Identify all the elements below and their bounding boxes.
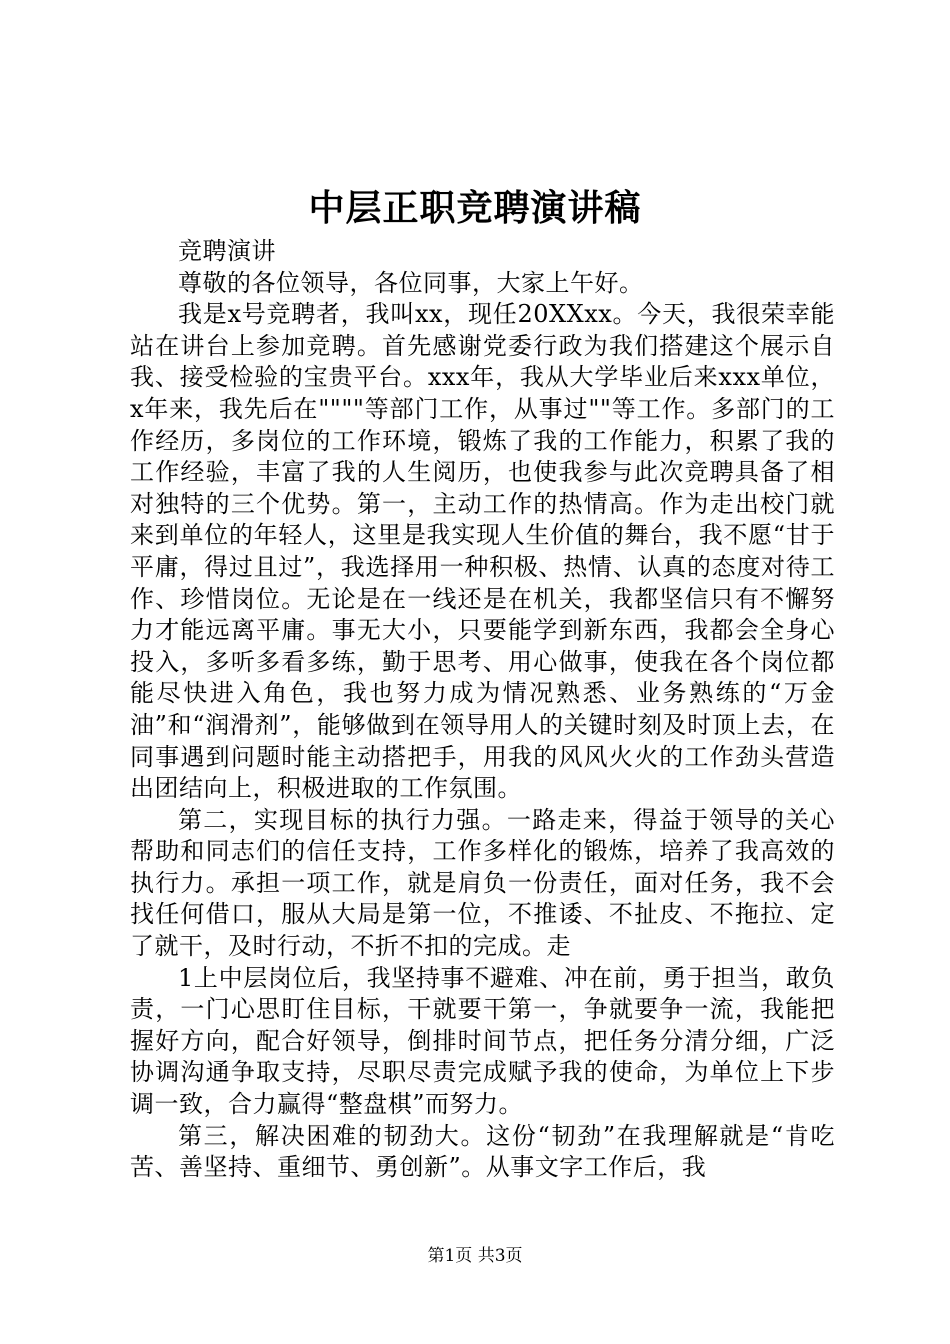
document-body <box>130 236 835 1184</box>
page-number-footer: 第1页 共3页 <box>427 1246 523 1266</box>
paragraph-continuation: 1上中层岗位后，我坚持事不避难、冲在前，勇于担当，敢负责，一门心思盯住目标，干就要干第一，争就要争一流，我能把握好方向，配合好领导，倒排时间节点，把任务分清分细，广泛协调沟通争取支持，尽职尽责完成赋予我的使命，为单位上下步调一致，合力赢得“整盘棋”而努力。 <box>130 963 835 1119</box>
paragraph-heading: 竞聘演讲 <box>178 237 276 265</box>
paragraph-introduction: 我是x号竞聘者，我叫xx，现任20XXxx。今天，我很荣幸能站在讲台上参加竞聘。首先感谢党委行政为我们搭建这个展示自我、接受检验的宝贵平台。xxx年，我从大学毕业后来xxx单位，x年来，我先后在""""等部门工作，从事过""等工作。多部门的工作经历，多岗位的工作环境，锻炼了我的工作能力，积累了我的工作经验，丰富了我的人生阅历，也使我参与此次竞聘具备了相对独特的三个优势。第一，主动工作的热情高。作为走出校门就来到单位的年轻人，这里是我实现人生价值的舞台，我不愿“甘于平庸，得过且过”，我选择用一种积极、热情、认真的态度对待工作、珍惜岗位。无论是在一线还是在机关，我都坚信只有不懈努力才能远离平庸。事无大小，只要能学到新东西，我都会全身心投入，多听多看多练，勤于思考、用心做事，使我在各个岗位都能尽快进入角色，我也努力成为情况熟悉、业务熟练的“万金油”和“润滑剂”，能够做到在领导用人的关键时刻及时顶上去，在同事遇到问题时能主动搭把手，用我的风风火火的工作劲头营造出团结向上，积极进取的工作氛围。 <box>130 300 835 803</box>
document-title: 中层正职竞聘演讲稿 <box>308 187 642 229</box>
paragraph-greeting: 尊敬的各位领导，各位同事，大家上午好。 <box>178 268 644 297</box>
paragraph-second-advantage: 第二，实现目标的执行力强。一路走来，得益于领导的关心帮助和同志们的信任支持，工作多样化的锻炼，培养了我高效的执行力。承担一项工作，就是肩负一份责任，面对任务，我不会找任何借口，服从大局是第一位，不推诿、不扯皮、不拖拉、定了就干，及时行动，不折不扣的完成。走 <box>130 805 835 961</box>
paragraph-third-advantage: 第三，解决困难的韧劲大。这份“韧劲”在我理解就是“肯吃苦、善坚持、重细节、勇创新”。从事文字工作后，我 <box>130 1121 835 1182</box>
